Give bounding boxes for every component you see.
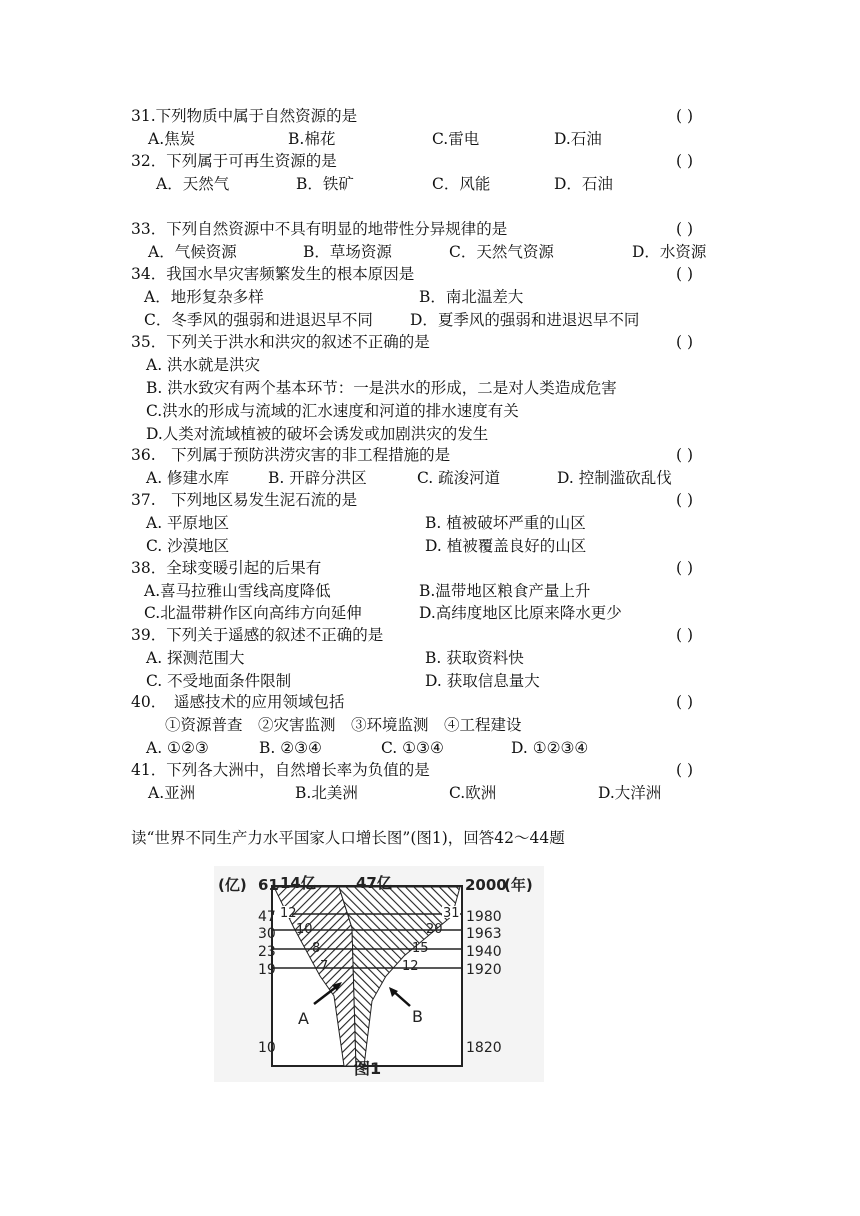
q38-answer-parens: ( ) xyxy=(676,559,694,577)
q33-option-c: C．天然气资源 xyxy=(449,243,554,261)
q35-option-a: A. 洪水就是洪灾 xyxy=(146,356,261,374)
q38-option-c: C.北温带耕作区向高纬方向延伸 xyxy=(144,604,362,622)
q33-option-a: A．气候资源 xyxy=(148,243,237,261)
q35-answer-parens: ( ) xyxy=(676,333,694,351)
q31-option-b: B.棉花 xyxy=(288,130,336,148)
inner-left-12: 12 xyxy=(280,906,297,921)
q39-stem: 39．下列关于遥感的叙述不正确的是 xyxy=(131,626,384,644)
inner-left-10: 10 xyxy=(296,922,313,937)
q39-option-d: D. 获取信息量大 xyxy=(425,672,540,690)
q40-option-b: B. ②③④ xyxy=(259,739,322,757)
right-axis-1820: 1820 xyxy=(466,1040,502,1056)
q41-option-d: D.大洋洲 xyxy=(598,784,662,802)
q34-option-c: C．冬季风的强弱和进退迟早不同 xyxy=(144,311,373,329)
q39-answer-parens: ( ) xyxy=(676,626,694,644)
q39-option-b: B. 获取资料快 xyxy=(425,649,524,667)
top-left-total: 14亿 xyxy=(280,874,316,892)
right-unit-label: (年) xyxy=(504,876,533,894)
inner-right-12: 12 xyxy=(402,959,419,974)
q34-answer-parens: ( ) xyxy=(676,265,694,283)
left-axis-10: 10 xyxy=(258,1040,276,1056)
q32-answer-parens: ( ) xyxy=(676,152,694,170)
q38-option-d: D.高纬度地区比原来降水更少 xyxy=(419,604,622,622)
label-a: A xyxy=(298,1009,309,1028)
right-axis-1920: 1920 xyxy=(466,962,502,978)
q40-items: ①资源普查 ②灾害监测 ③环境监测 ④工程建设 xyxy=(165,716,522,734)
q36-option-a: A. 修建水库 xyxy=(146,469,230,487)
label-b: B xyxy=(412,1007,423,1026)
q41-answer-parens: ( ) xyxy=(676,761,694,779)
q36-stem: 36. 下列属于预防洪涝灾害的非工程措施的是 xyxy=(131,446,451,464)
q39-option-c: C. 不受地面条件限制 xyxy=(146,672,292,690)
top-mid-total: 47亿 xyxy=(356,874,392,892)
q40-option-c: C. ①③④ xyxy=(381,739,444,757)
q37-option-d: D. 植被覆盖良好的山区 xyxy=(425,537,587,555)
q34-option-a: A．地形复杂多样 xyxy=(144,288,264,306)
q36-option-c: C. 疏浚河道 xyxy=(417,469,501,487)
q33-answer-parens: ( ) xyxy=(676,220,694,238)
q40-answer-parens: ( ) xyxy=(676,693,694,711)
right-axis-2000: 2000 xyxy=(465,876,507,894)
right-axis-1940: 1940 xyxy=(466,944,502,960)
q37-option-b: B. 植被破坏严重的山区 xyxy=(425,514,586,532)
inner-right-31: 31 xyxy=(443,906,460,921)
q35-option-c: C.洪水的形成与流域的汇水速度和河道的排水速度有关 xyxy=(146,402,519,420)
q36-answer-parens: ( ) xyxy=(676,446,694,464)
inner-right-20: 20 xyxy=(426,922,443,937)
q31-option-a: A.焦炭 xyxy=(148,130,196,148)
right-axis-1980: 1980 xyxy=(466,909,502,925)
figure-caption: 图1 xyxy=(354,1059,382,1078)
q31-answer-parens: ( ) xyxy=(676,107,694,125)
q37-stem: 37. 下列地区易发生泥石流的是 xyxy=(131,491,358,509)
q37-option-c: C. 沙漠地区 xyxy=(146,537,230,555)
q38-option-a: A.喜马拉雅山雪线高度降低 xyxy=(144,582,331,600)
inner-right-15: 15 xyxy=(412,941,429,956)
inner-left-8: 8 xyxy=(312,941,321,956)
left-axis-30: 30 xyxy=(258,926,276,942)
q40-stem: 40． 遥感技术的应用领域包括 xyxy=(131,693,345,711)
q33-stem: 33．下列自然资源中不具有明显的地带性分异规律的是 xyxy=(131,220,508,238)
q36-option-d: D. 控制滥砍乱伐 xyxy=(557,469,672,487)
q35-stem: 35．下列关于洪水和洪灾的叙述不正确的是 xyxy=(131,333,430,351)
right-axis-1963: 1963 xyxy=(466,926,502,942)
q31-option-d: D.石油 xyxy=(554,130,602,148)
q32-stem: 32．下列属于可再生资源的是 xyxy=(131,152,337,170)
population-growth-figure xyxy=(214,866,544,1082)
q33-option-b: B．草场资源 xyxy=(303,243,392,261)
q41-option-b: B.北美洲 xyxy=(295,784,358,802)
q38-option-b: B.温带地区粮食产量上升 xyxy=(419,582,591,600)
q31-option-c: C.雷电 xyxy=(432,130,480,148)
inner-left-7: 7 xyxy=(320,959,329,974)
left-unit-label: (亿) xyxy=(218,876,247,894)
q41-stem: 41．下列各大洲中，自然增长率为负值的是 xyxy=(131,761,430,779)
figure-intro: 读“世界不同生产力水平国家人口增长图”(图1)，回答42～44题 xyxy=(131,829,565,847)
q40-option-a: A. ①②③ xyxy=(146,739,209,757)
q41-option-c: C.欧洲 xyxy=(449,784,497,802)
left-axis-61: 61 xyxy=(258,876,279,894)
q33-option-d: D．水资源 xyxy=(632,243,707,261)
left-axis-47: 47 xyxy=(258,909,276,925)
q41-option-a: A.亚洲 xyxy=(148,784,196,802)
left-axis-23: 23 xyxy=(258,944,276,960)
q35-option-d: D.人类对流域植被的破坏会诱发或加剧洪灾的发生 xyxy=(146,425,489,443)
q34-stem: 34．我国水旱灾害频繁发生的根本原因是 xyxy=(131,265,415,283)
q37-option-a: A. 平原地区 xyxy=(146,514,230,532)
q34-option-d: D．夏季风的强弱和进退迟早不同 xyxy=(410,311,640,329)
q32-option-b: B．铁矿 xyxy=(296,175,354,193)
q38-stem: 38．全球变暖引起的后果有 xyxy=(131,559,322,577)
q32-option-d: D．石油 xyxy=(554,175,613,193)
q37-answer-parens: ( ) xyxy=(676,491,694,509)
q39-option-a: A. 探测范围大 xyxy=(146,649,245,667)
q34-option-b: B．南北温差大 xyxy=(419,288,524,306)
q40-option-d: D. ①②③④ xyxy=(511,739,589,757)
q36-option-b: B. 开辟分洪区 xyxy=(268,469,367,487)
q31-stem: 31.下列物质中属于自然资源的是 xyxy=(131,107,358,125)
q35-option-b: B. 洪水致灾有两个基本环节：一是洪水的形成，二是对人类造成危害 xyxy=(146,379,617,397)
q32-option-a: A．天然气 xyxy=(156,175,230,193)
q32-option-c: C．风能 xyxy=(432,175,491,193)
left-axis-19: 19 xyxy=(258,962,276,978)
